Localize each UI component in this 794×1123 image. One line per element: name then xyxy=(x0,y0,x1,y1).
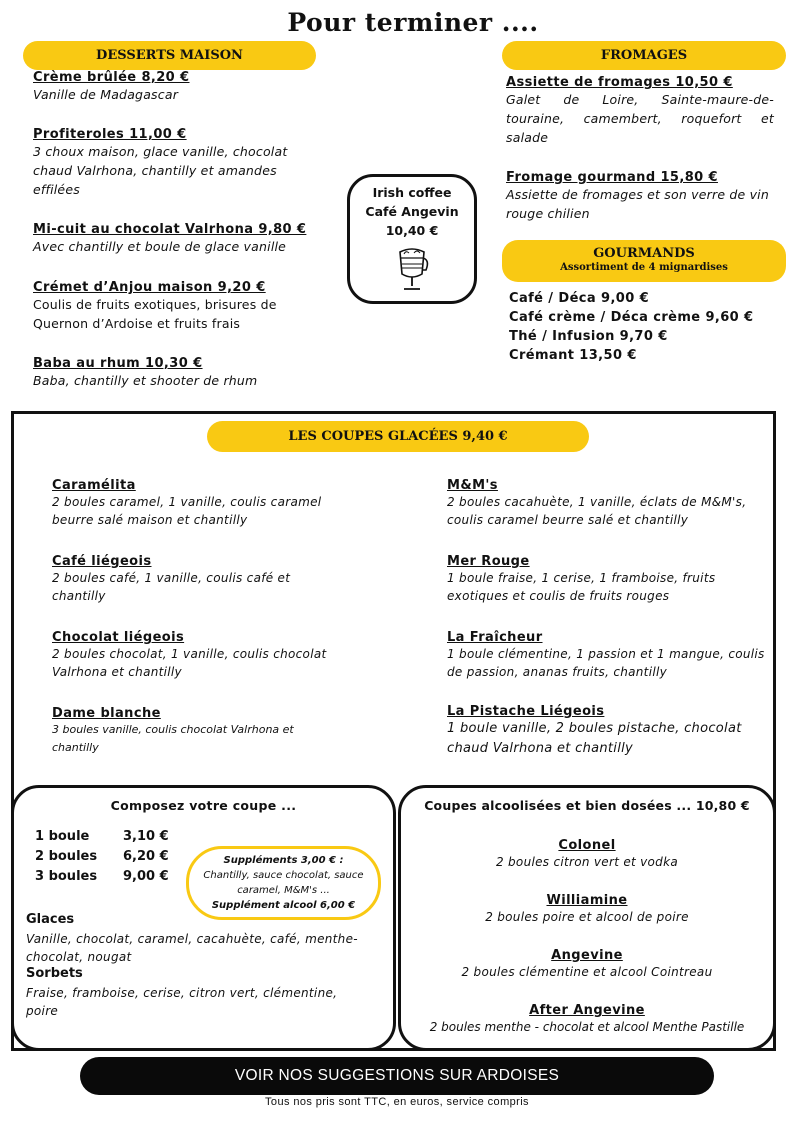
suggestions-banner: VOIR NOS SUGGESTIONS SUR ARDOISES xyxy=(80,1057,714,1095)
coupe-title: La Pistache Liégeois xyxy=(447,704,605,719)
alcool-item-title: Colonel xyxy=(558,838,616,853)
supplements-title: Suppléments 3,00 € : xyxy=(223,855,344,866)
page-title: Pour terminer .... xyxy=(287,8,539,37)
coupe-desc: 1 boule fraise, 1 cerise, 1 framboise, fruits exotiques et coulis de fruits rouges xyxy=(447,571,716,603)
coupe-title: Chocolat liégeois xyxy=(52,630,185,645)
dessert-title: Mi-cuit au chocolat Valrhona 9,80 € xyxy=(33,222,307,237)
coupe-item xyxy=(52,706,342,757)
dessert-item xyxy=(33,356,323,390)
coupe-desc: 2 boules café, 1 vanille, coulis café et chantilly xyxy=(52,571,291,603)
sorbets-label: Sorbets xyxy=(26,966,83,981)
coupes-header: LES COUPES GLACÉES 9,40 € xyxy=(207,421,589,452)
coupe-desc: 2 boules chocolat, 1 vanille, coulis chocolat Valrhona et chantilly xyxy=(52,647,327,679)
alcool-item-title: Angevine xyxy=(551,948,623,963)
irish-coffee-glass-icon xyxy=(392,244,432,294)
coupe-item xyxy=(52,478,352,529)
alcool-item xyxy=(401,838,773,871)
irish-coffee-line1: Irish coffee xyxy=(372,185,452,200)
coupe-title: La Fraîcheur xyxy=(447,630,543,645)
gourmands-subtitle: Assortiment de 4 mignardises xyxy=(560,262,728,273)
dessert-desc: Coulis de fruits exotiques, brisures de Quernon d’Ardoise et fruits frais xyxy=(33,297,277,331)
coupe-title: Dame blanche xyxy=(52,706,161,721)
irish-coffee-price: 10,40 € xyxy=(385,223,439,238)
glaces-list: Vanille, chocolat, caramel, cacahuète, café, menthe-chocolat, nougat xyxy=(26,932,358,964)
alcool-item-desc: 2 boules poire et alcool de poire xyxy=(485,910,689,924)
coupe-item xyxy=(52,630,352,681)
alcool-item xyxy=(401,1003,773,1036)
gourmands-list xyxy=(509,289,779,365)
coupe-item xyxy=(447,478,762,529)
dessert-item xyxy=(33,280,323,333)
dessert-item xyxy=(33,222,333,256)
compose-box xyxy=(11,785,396,1051)
dessert-title: Crème brûlée 8,20 € xyxy=(33,70,190,85)
dessert-desc: Baba, chantilly et shooter de rhum xyxy=(33,373,258,388)
desserts-header: DESSERTS MAISON xyxy=(23,41,316,70)
fromage-title: Assiette de fromages 10,50 € xyxy=(506,75,733,90)
fromage-desc: Galet de Loire, Sainte-maure-de-touraine, camembert, roquefort et salade xyxy=(506,92,774,145)
coupe-item xyxy=(447,554,747,605)
sorbets-list: Fraise, framboise, cerise, citron vert, clémentine, poire xyxy=(26,986,338,1018)
fromage-item xyxy=(506,75,774,147)
fromage-desc: Assiette de fromages et son verre de vin rouge chilien xyxy=(506,187,769,221)
alcool-title: Coupes alcoolisées et bien dosées ... 10,80 € xyxy=(424,798,750,813)
dessert-desc: Vanille de Madagascar xyxy=(33,87,179,102)
fromages-header: FROMAGES xyxy=(502,41,786,70)
irish-coffee-box xyxy=(347,174,477,304)
price-value: 3,10 € xyxy=(123,829,169,844)
compose-title: Composez votre coupe ... xyxy=(110,798,297,813)
gourmand-line: Crémant 13,50 € xyxy=(509,348,637,363)
gourmand-line: Café / Déca 9,00 € xyxy=(509,291,650,306)
supplements-bubble xyxy=(186,846,381,920)
supplement-alcool: Supplément alcool 6,00 € xyxy=(211,900,356,911)
coupe-item xyxy=(447,630,767,681)
gourmands-header xyxy=(502,240,786,282)
alcool-item-desc: 2 boules clémentine et alcool Cointreau xyxy=(461,965,713,979)
coupe-desc: 3 boules vanille, coulis chocolat Valrhona et chantilly xyxy=(52,723,294,754)
gourmand-line: Café crème / Déca crème 9,60 € xyxy=(509,310,754,325)
price-value: 6,20 € xyxy=(123,849,169,864)
dessert-title: Profiteroles 11,00 € xyxy=(33,127,187,142)
alcool-item xyxy=(401,893,773,926)
fromage-item xyxy=(506,170,774,223)
dessert-desc: 3 choux maison, glace vanille, chocolat chaud Valrhona, chantilly et amandes effilées xyxy=(33,144,288,197)
alcool-item-title: Williamine xyxy=(546,893,628,908)
coupe-desc: 1 boule clémentine, 1 passion et 1 mangue, coulis de passion, ananas fruits, chantilly xyxy=(447,647,765,679)
fromage-title: Fromage gourmand 15,80 € xyxy=(506,170,718,185)
coupe-item xyxy=(52,554,342,605)
alcool-item-desc: 2 boules citron vert et vodka xyxy=(495,855,679,869)
gourmands-title: GOURMANDS xyxy=(593,246,695,261)
coupe-title: M&M's xyxy=(447,478,498,493)
dessert-desc: Avec chantilly et boule de glace vanille xyxy=(33,239,287,254)
coupe-title: Mer Rouge xyxy=(447,554,530,569)
coupe-desc: 1 boule vanille, 2 boules pistache, chocolat chaud Valrhona et chantilly xyxy=(447,721,742,756)
coupe-title: Caramélita xyxy=(52,478,136,493)
dessert-title: Crémet d’Anjou maison 9,20 € xyxy=(33,280,266,295)
irish-coffee-line2: Café Angevin xyxy=(365,204,459,219)
glaces-label: Glaces xyxy=(26,912,75,927)
coupe-item xyxy=(447,704,762,759)
gourmand-line: Thé / Infusion 9,70 € xyxy=(509,329,668,344)
alcool-item-title: After Angevine xyxy=(529,1003,645,1018)
supplements-desc: Chantilly, sauce chocolat, sauce caramel, M&M's ... xyxy=(203,870,364,896)
price-label: 1 boule xyxy=(35,829,90,844)
coupe-title: Café liégeois xyxy=(52,554,152,569)
alcool-box xyxy=(398,785,776,1051)
price-label: 3 boules xyxy=(35,869,98,884)
coupe-desc: 2 boules cacahuète, 1 vanille, éclats de M&M's, coulis caramel beurre salé et chantilly xyxy=(447,495,747,527)
dessert-title: Baba au rhum 10,30 € xyxy=(33,356,203,371)
price-note: Tous nos pris sont TTC, en euros, service compris xyxy=(265,1096,529,1108)
alcool-item-desc: 2 boules menthe - chocolat et alcool Menthe Pastille xyxy=(429,1020,745,1034)
coupe-desc: 2 boules caramel, 1 vanille, coulis caramel beurre salé maison et chantilly xyxy=(52,495,322,527)
alcool-item xyxy=(401,948,773,981)
price-label: 2 boules xyxy=(35,849,98,864)
dessert-item xyxy=(33,70,323,104)
dessert-item xyxy=(33,127,323,199)
price-value: 9,00 € xyxy=(123,869,169,884)
